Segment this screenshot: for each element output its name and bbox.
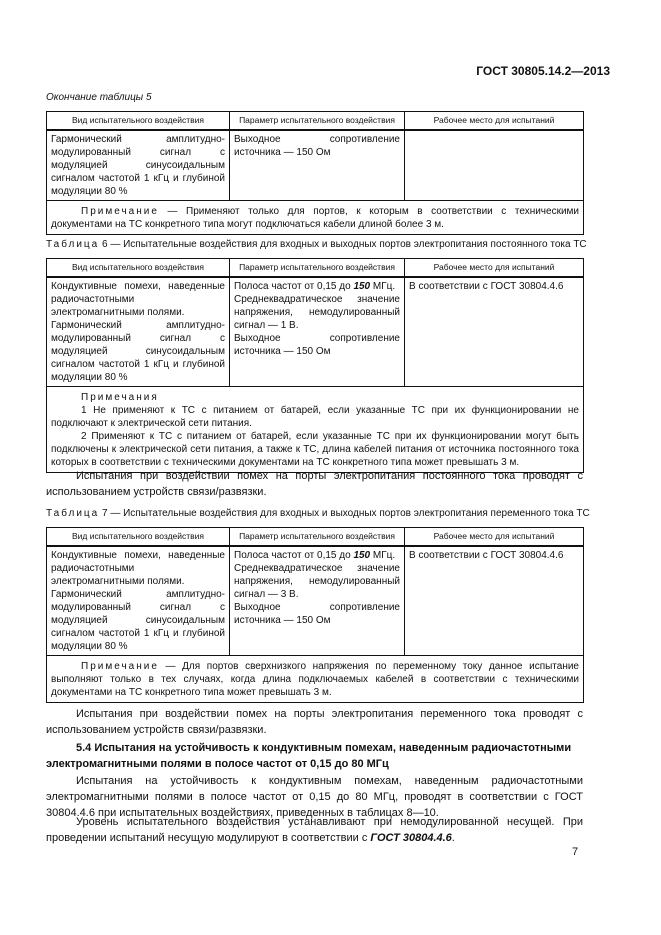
column-header-parameter: Параметр испытательного воздействия — [230, 528, 405, 547]
table-5 — [46, 111, 584, 235]
rms-voltage: Среднеквадратическое значение напряжения, немодулированный сигнал — 1 В. — [234, 294, 400, 331]
table7-caption-label: Таблица — [46, 508, 100, 519]
impact-type-text: Гармонический амплитудно-модулированный сигнал с модуляцией синусоидальным сигналом частотой 1 кГц и глубиной модуляции 80 % — [51, 320, 225, 383]
frequency-band-prefix: Полоса частот от 0,15 до — [234, 550, 354, 561]
paragraph-text: Уровень испытательного воздействия устанавливают при немодулированной несущей. При проведении испытаний несущую модулируют в соответствии с — [46, 816, 583, 844]
note-1: 1 Не применяют к ТС с питанием от батарей, если указанные ТС при их функционировании не подключают к электрической сети питания. — [51, 405, 579, 429]
workplace-cell — [405, 130, 584, 201]
impact-type-text: Кондуктивные помехи, наведенные радиочастотными электромагнитными полями. — [51, 550, 225, 587]
column-header-impact-type: Вид испытательного воздействия — [47, 112, 230, 131]
table7-caption-text: 7 — Испытательные воздействия для входных и выходных портов электропитания переменного тока ТС — [99, 508, 590, 519]
table6-caption-label: Таблица — [46, 239, 100, 250]
paragraph: Испытания при воздействии помех на порты электропитания постоянного тока проводят с использованием устройств связи/развязки. — [46, 470, 583, 498]
standard-reference: ГОСТ 30804.4.6 — [370, 832, 452, 844]
paragraph: Испытания при воздействии помех на порты электропитания переменного тока проводят с использованием устройств связи/развязки. — [46, 708, 583, 736]
table5-caption: Окончание таблицы 5 — [46, 92, 152, 103]
impact-type-cell — [47, 277, 230, 387]
table-row — [47, 130, 584, 201]
column-header-parameter: Параметр испытательного воздействия — [230, 112, 405, 131]
note-text: — Для портов сверхнизкого напряжения по переменному току данное испытание выполняют только в тех случаях, когда длина подключаемых кабелей в соответствии с техническими документами на ТС конкретного типа может превышать 3 м. — [51, 661, 579, 698]
table-note-row — [47, 387, 584, 473]
impact-type-cell: Гармонический амплитудно-модулированный сигнал с модуляцией синусоидальным сигналом частотой 1 кГц и глубиной модуляции 80 % — [47, 130, 230, 201]
column-header-parameter: Параметр испытательного воздействия — [230, 259, 405, 278]
column-header-impact-type: Вид испытательного воздействия — [47, 259, 230, 278]
table-notes — [47, 387, 584, 473]
column-header-workplace: Рабочее место для испытаний — [405, 112, 584, 131]
parameter-cell — [230, 546, 405, 656]
frequency-band-prefix: Полоса частот от 0,15 до — [234, 281, 354, 292]
column-header-impact-type: Вид испытательного воздействия — [47, 528, 230, 547]
frequency-band-unit: МГц. — [370, 281, 396, 292]
table-header-row — [47, 528, 584, 547]
table-note — [47, 656, 584, 703]
paragraph-end: . — [451, 832, 455, 844]
notes-label: Примечания — [81, 392, 159, 403]
workplace-cell: В соответствии с ГОСТ 30804.4.6 — [405, 546, 584, 656]
note-2: 2 Применяют к ТС с питанием от батарей, если указанные ТС при их функционировании могут быть подключены к электрической сети питания, а также к ТС, длина кабелей питания от источника постоянного тока которых в соответствии с техническими документами на ТС конкретного типа может превышать 3 м. — [51, 431, 579, 468]
table7-caption — [46, 508, 590, 519]
table-note-row — [47, 201, 584, 235]
paragraph: Испытания на устойчивость к кондуктивным помехам, наведенным радиочастотными электромагнитными полями в полосе частот от 0,15 до 80 МГц, проводят в соответствии с ГОСТ 30804.4.6 при испытательных воздействиях, приведенных в таблицах 8—10. — [46, 775, 583, 819]
table-row — [47, 277, 584, 387]
table6-caption — [46, 239, 587, 250]
table-header-row — [47, 112, 584, 131]
frequency-band-value: 150 — [353, 550, 371, 561]
note-label: Примечание — [81, 206, 159, 217]
column-header-workplace: Рабочее место для испытаний — [405, 259, 584, 278]
frequency-band-value: 150 — [353, 281, 371, 292]
column-header-workplace: Рабочее место для испытаний — [405, 528, 584, 547]
table-note-row — [47, 656, 584, 703]
table-row — [47, 546, 584, 656]
parameter-cell: Выходное сопротивление источника — 150 Ом — [230, 130, 405, 201]
table-header-row — [47, 259, 584, 278]
rms-voltage: Среднеквадратическое значение напряжения, немодулированный сигнал — 3 В. — [234, 563, 400, 600]
source-impedance: Выходное сопротивление источника — 150 Ом — [234, 602, 400, 626]
page-number: 7 — [572, 846, 579, 858]
table-note — [47, 201, 584, 235]
table6-caption-text: 6 — Испытательные воздействия для входных и выходных портов электропитания постоянного тока ТС — [99, 239, 587, 250]
impact-type-cell — [47, 546, 230, 656]
impact-type-text: Кондуктивные помехи, наведенные радиочастотными электромагнитными полями. — [51, 281, 225, 318]
source-impedance: Выходное сопротивление источника — 150 Ом — [234, 333, 400, 357]
paragraph — [46, 814, 583, 846]
parameter-cell — [230, 277, 405, 387]
document-code-header: ГОСТ 30805.14.2—2013 — [476, 64, 610, 78]
workplace-cell: В соответствии с ГОСТ 30804.4.6 — [405, 277, 584, 387]
impact-type-text: Гармонический амплитудно-модулированный сигнал с модуляцией синусоидальным сигналом частотой 1 кГц и глубиной модуляции 80 % — [51, 589, 225, 652]
frequency-band — [234, 280, 400, 293]
section-heading: 5.4 Испытания на устойчивость к кондуктивным помехам, наведенным радиочастотными электромагнитными полями в полосе частот от 0,15 до 80 МГц — [46, 742, 572, 770]
note-label: Примечание — [81, 661, 159, 672]
frequency-band-unit: МГц. — [370, 550, 396, 561]
table-7 — [46, 527, 584, 703]
frequency-band — [234, 549, 400, 562]
table-6 — [46, 258, 584, 473]
note-text: — Применяют только для портов, к которым в соответствии с техническими документами на ТС конкретного типа могут подключаться кабели длиной более 3 м. — [51, 206, 579, 230]
